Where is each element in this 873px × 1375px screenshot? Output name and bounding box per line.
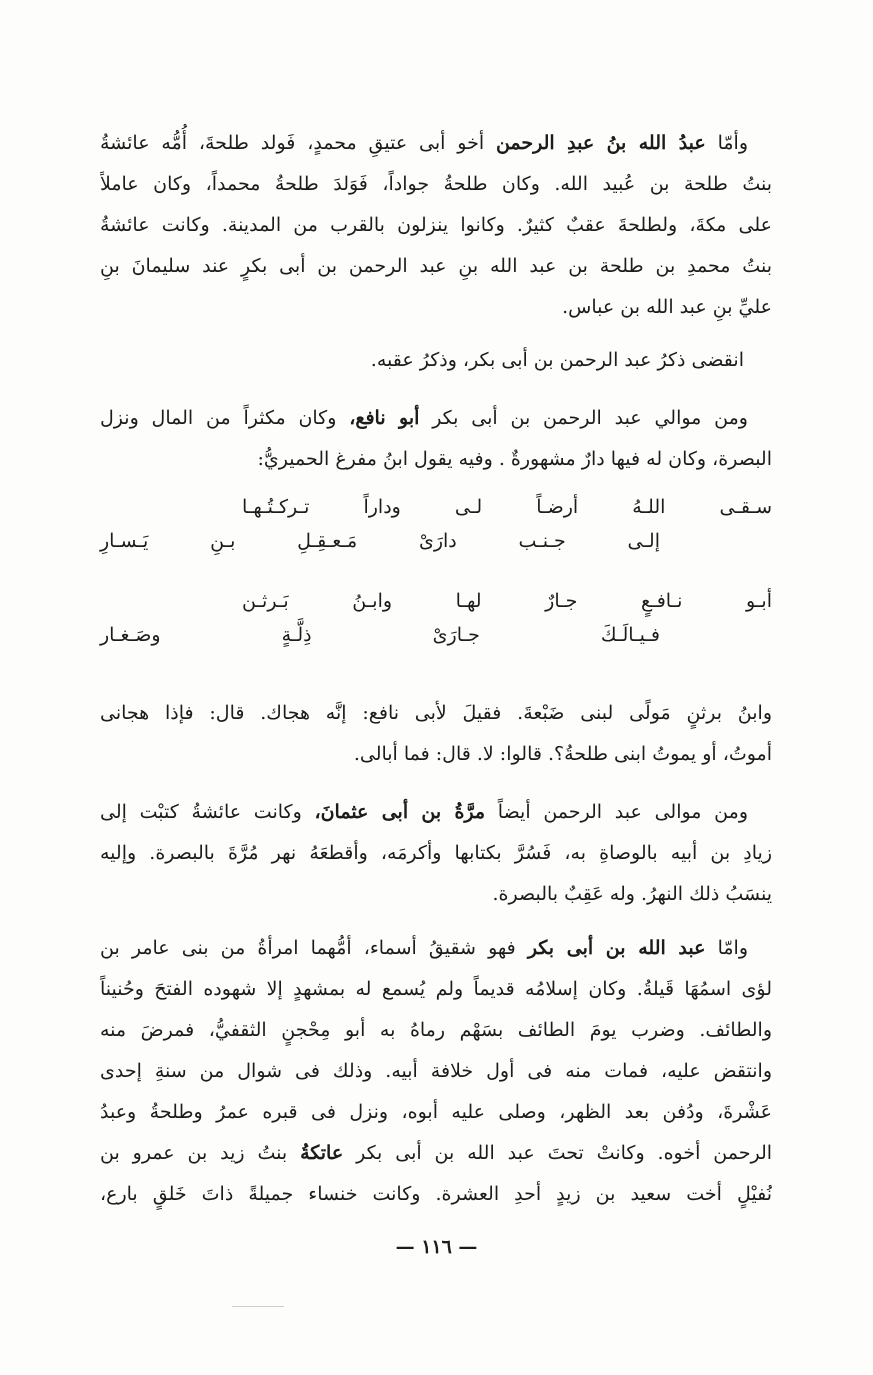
text-run: أخو أبى عتيقِ محمدٍ، فَولد طلحةَ، أُمُّه عائشةُ <box>100 132 496 154</box>
text-run: الرحمن أخوه. وكانتْ تحتَ عبد الله بن أبى بكر <box>343 1142 772 1164</box>
text-line <box>100 928 772 969</box>
verse-second-hemistich: إلـى جـنـب دارَىْ مَـعـقِـلِ بـنِ يَـسـارِ <box>100 530 660 552</box>
text-run: ومن موالى عبد الرحمن أيضاً <box>485 801 748 823</box>
bold-name: عبدُ الله بنُ عبدِ الرحمن <box>495 132 706 154</box>
text-run: بنتُ زيد بن عمرو بن <box>100 1142 301 1164</box>
text-line: بنتُ محمدِ بن طلحة بن عبد الله بنِ عبد الرحمن بن أبى بكرٍ عند سليمانَ بنِ <box>100 255 772 277</box>
text-line: عَشْرةَ، ودُفن بعد الظهر، وصلى عليه أبوه، ونزل فى قبره عمرُ وطلحةُ وعبدُ <box>100 1101 772 1123</box>
poem-verse <box>100 590 772 680</box>
text-line: والطائف. وضرب يومَ الطائف بسَهْم رماهُ به أبو مِحْجنٍ الثقفيُّ، فمرضَ منه <box>100 1019 772 1041</box>
paragraph-ibn-barthan <box>100 693 772 775</box>
page-number: — ١١٦ — <box>395 1236 478 1258</box>
bold-name: عبد الله بن أبى بكر <box>527 937 706 959</box>
paragraph-abu-nafi <box>100 398 772 480</box>
poem <box>100 496 772 680</box>
text-line: ينسَبُ ذلك النهرُ. وله عَقِبٌ بالبصرة. <box>492 883 772 905</box>
bold-name: أبو نافع، <box>349 407 420 429</box>
text-line <box>100 123 772 164</box>
text-line <box>100 398 772 439</box>
text-line: نُفيْلٍ أخت سعيد بن زيدٍ أحدِ العشرة. وكانت خنساء جميلةً ذاتَ خَلقٍ بارع، <box>100 1183 772 1205</box>
verse-first-hemistich: سـقـى اللـهُ أرضـاً لـى وداراً تـركـتُـهـا <box>242 496 772 518</box>
text-run: وامّا <box>705 937 748 959</box>
paragraph-abdullah-bin-abdulrahman <box>100 123 772 328</box>
text-line: عليِّ بنِ عبد الله بن عباس. <box>562 296 772 318</box>
text-line: زيادِ بن أبيه بالوصاةِ به، فَسُرَّ بكتابها وأكرمَه، وأقطعَهُ نهر مُرَّةَ بالبصرة. وإليه <box>100 842 772 864</box>
paragraph-end-of-section <box>100 340 772 381</box>
text-line: أموتُ، أو يموتُ ابنى طلحةُ؟. قالوا: لا. قال: فما أبالى. <box>353 743 772 765</box>
text-line: وابنُ برثنٍ مَولًى لبنى ضَبْعةَ. فقيلَ لأبى نافع: إنَّه هجاك. قال: فإذا هجانى <box>100 702 772 724</box>
text-line <box>100 792 772 833</box>
verse-first-hemistich: أبـو نـافـعٍ جـارٌ لهـا وابـنُ بَـرثـن <box>242 590 772 612</box>
text-line: البصرة، وكان له فيها دارٌ مشهورةٌ . وفيه يقول ابنُ مفرغ الحميريُّ: <box>257 448 772 470</box>
text-run: ومن موالي عبد الرحمن بن أبى بكر <box>419 407 748 429</box>
text-line: انقضى ذكرُ عبد الرحمن بن أبى بكر، وذكرُ عقبه. <box>370 349 744 371</box>
text-run: وأمّا <box>705 132 749 154</box>
verse-second-hemistich: فـيـالَـكَ جـارَىْ ذِلَّـةٍ وصَـغـار <box>100 624 660 646</box>
text-line: على مكةَ، ولطلحةَ عقبٌ كثيرٌ. وكانوا ينزلون بالقرب من المدينة. وكانت عائشةُ <box>100 214 772 236</box>
bold-name: مرَّةُ بن أبى عثمانَ، <box>314 801 486 823</box>
text-run: وكانت عائشةُ كتبْت إلى <box>100 801 315 823</box>
bold-name: عاتكةُ <box>300 1142 344 1164</box>
text-run: وكان مكثراً من المال ونزل <box>100 407 350 429</box>
paragraph-murra-bin-abi-uthman <box>100 792 772 915</box>
text-line <box>100 1133 772 1174</box>
paragraph-abdullah-bin-abi-bakr <box>100 928 772 1215</box>
text-line: وانتقض عليه، فمات منه فى أول خلافة أبيه. وذلك فى شوال من سنةِ إحدى <box>100 1060 772 1082</box>
text-run: فهو شقيقُ أسماء، أمُّهما امرأةُ من بنى عامر بن <box>100 937 528 959</box>
text-line: بنتُ طلحة بن عُبيد الله. وكان طلحةُ جواداً، فَوَلدَ طلحةُ محمداً، وكان عاملاً <box>100 173 772 195</box>
poem-verse <box>100 496 772 586</box>
scan-edge-line <box>232 1306 284 1307</box>
text-line: لؤى اسمُهَا قَيلةُ. وكان إسلامُه قديماً ولم يُسمع له بمشهدٍ إلا شهوده الفتحَ وحُنيناً <box>100 978 772 1000</box>
